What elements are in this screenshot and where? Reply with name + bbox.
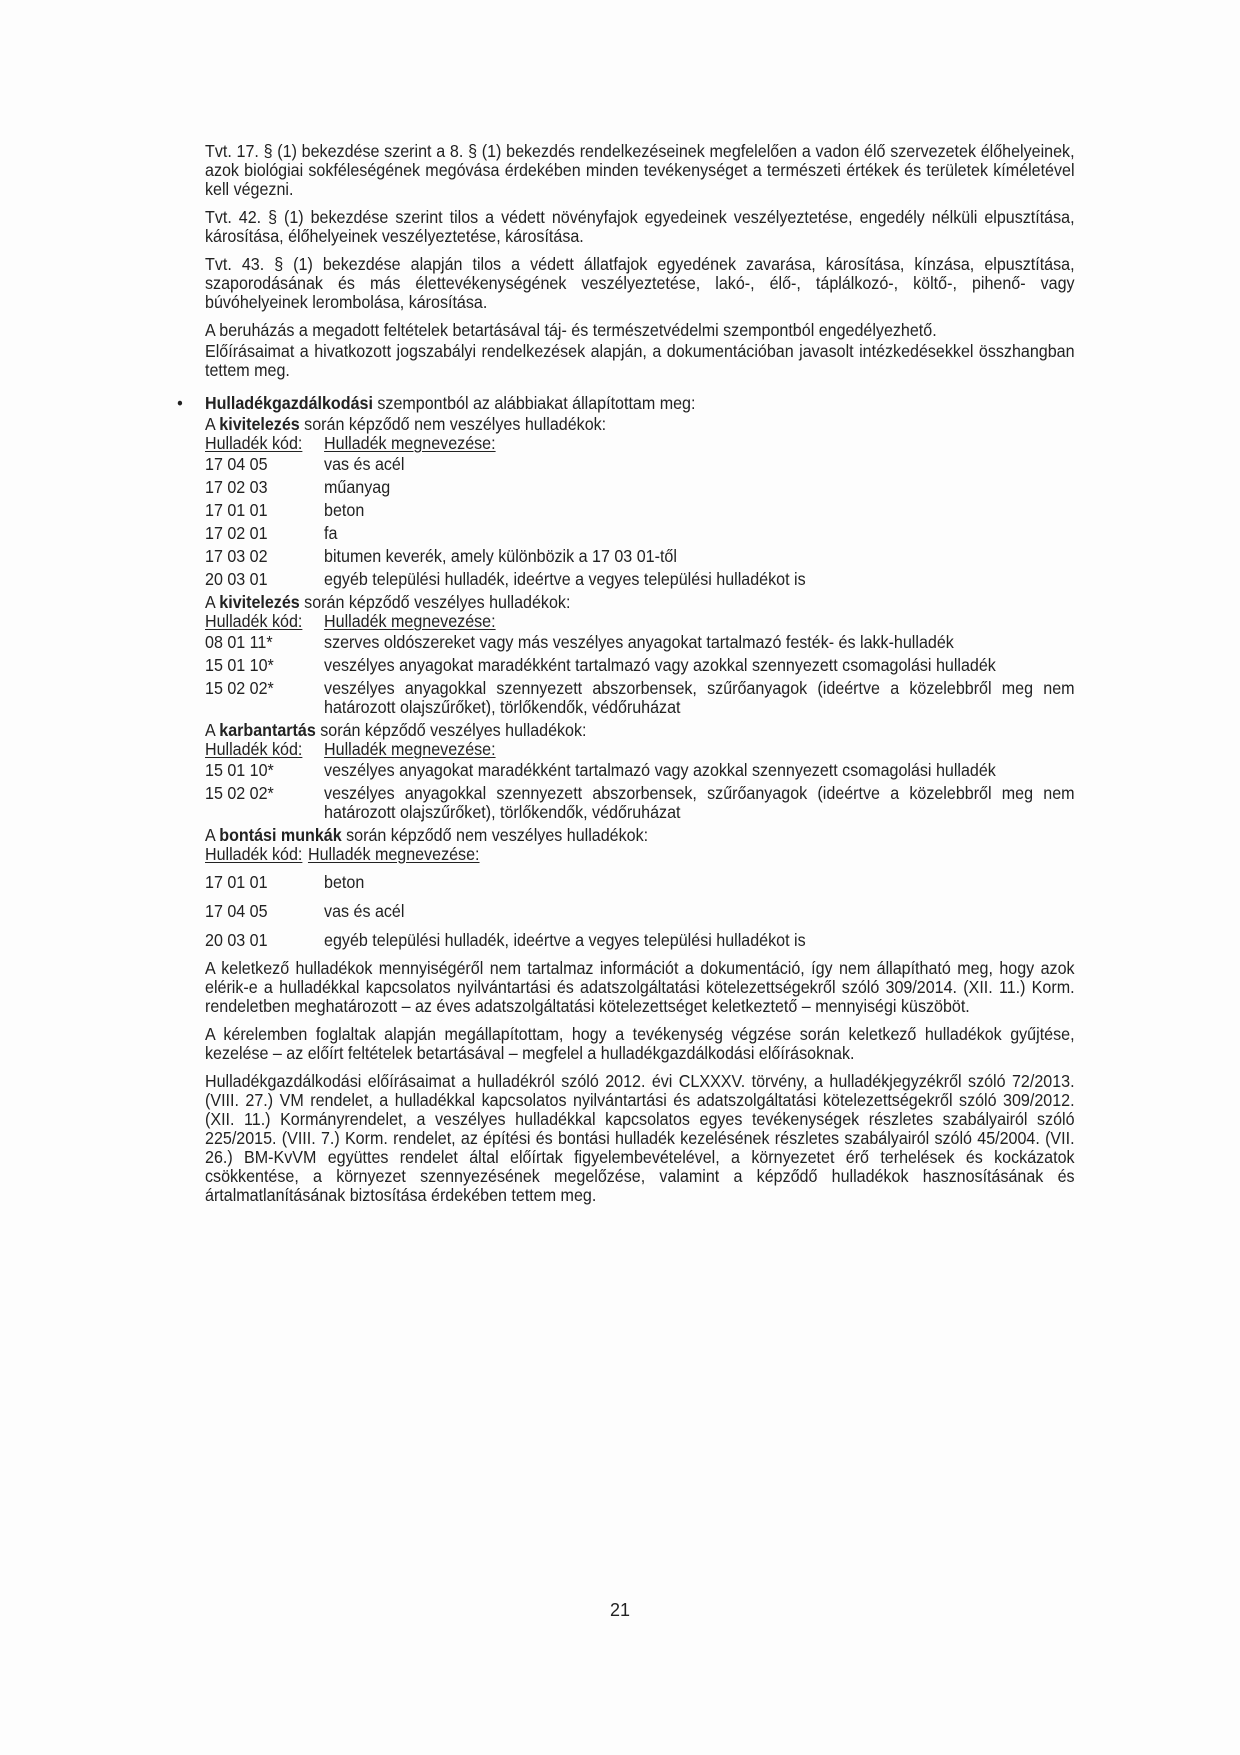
waste-name: bitumen keverék, amely különbözik a 17 03 01-től [324, 546, 677, 566]
table-row [205, 868, 1075, 897]
table-header [205, 612, 1075, 631]
table-row [205, 568, 1075, 591]
waste-table [205, 631, 1075, 719]
waste-name: fa [324, 523, 338, 543]
waste-code: 17 04 05 [205, 901, 268, 921]
section-prefix: A [205, 720, 220, 740]
paragraph-eloirasaimat: Előírásaimat a hivatkozott jogszabályi rendelkezések alapján, a dokumentációban javasolt intézkedésekkel összhangban tettem meg. [205, 341, 1075, 380]
section-prefix: A [205, 825, 220, 845]
waste-name: szerves oldószereket vagy más veszélyes anyagokat tartalmazó festék- és lakk-hulladék [324, 632, 954, 652]
waste-name: veszélyes anyagokkal szennyezett abszorbensek, szűrőanyagok (ideértve a közelebbről meg nem határozott olajszűrőket), törlőkendők, védőruházat [324, 783, 1075, 822]
table-row [205, 499, 1075, 522]
header-name: Hulladék megnevezése: [324, 611, 496, 631]
section-bold: karbantartás [219, 720, 316, 740]
section-prefix: A [205, 592, 220, 612]
waste-code: 17 04 05 [205, 454, 268, 474]
waste-code: 17 03 02 [205, 546, 268, 566]
heading-bold: Hulladékgazdálkodási [205, 393, 373, 413]
paragraph-tvt-17: Tvt. 17. § (1) bekezdése szerint a 8. § (1) bekezdés rendelkezéseinek megfelelően a vadon élő szervezetek élőhelyeinek, azok biológiai sokféleségének megóvása érdekében minden tevékenységet a természeti értékek és területek kíméletével kell végezni. [205, 141, 1075, 199]
header-name: Hulladék megnevezése: [307, 844, 480, 864]
waste-name: műanyag [324, 477, 391, 497]
header-code: Hulladék kód: [205, 433, 303, 453]
waste-name: beton [324, 500, 365, 520]
table-row [205, 453, 1075, 476]
waste-code: 08 01 11* [205, 632, 273, 652]
waste-code: 15 01 10* [205, 760, 274, 780]
section-maintenance-hazardous [205, 721, 1075, 824]
table-row [205, 677, 1075, 719]
table-header [205, 845, 1075, 864]
waste-table [205, 453, 1075, 591]
header-name: Hulladék megnevezése: [324, 433, 496, 453]
section-suffix: során képződő nem veszélyes hulladékok: [341, 825, 649, 845]
header-code: Hulladék kód: [205, 739, 303, 759]
waste-code: 15 01 10* [205, 655, 274, 675]
paragraph-tvt-43: Tvt. 43. § (1) bekezdése alapján tilos a védett állatfajok egyedének zavarása, károsítása, kínzása, elpusztítása, szaporodásának és más élettevékenységének veszélyeztetése, lakó-, élő-, táplálkozó-, költő-, pihenő- vagy búvóhelyeinek lerombolása, károsítása. [205, 254, 1075, 312]
waste-code: 15 02 02* [205, 783, 274, 803]
table-header [205, 740, 1075, 759]
paragraph-compliance: A kérelemben foglaltak alapján megállapítottam, hogy a tevékenység végzése során keletkező hulladékok gyűjtése, kezelése – az előírt feltételek betartásával – megfelel a hulladékgazdálkodási előírásoknak. [205, 1024, 1075, 1063]
header-code: Hulladék kód: [205, 611, 303, 631]
section-construction-nonhazardous [205, 415, 1075, 591]
waste-name: veszélyes anyagokat maradékként tartalmazó vagy azokkal szennyezett csomagolási hulladék [324, 760, 996, 780]
table-row [205, 897, 1075, 926]
waste-name: beton [324, 872, 365, 892]
waste-code: 17 01 01 [205, 872, 268, 892]
section-suffix: során képződő veszélyes hulladékok: [315, 720, 587, 740]
waste-name: egyéb települési hulladék, ideértve a vegyes települési hulladékot is [324, 930, 806, 950]
waste-name: veszélyes anyagokat maradékként tartalmazó vagy azokkal szennyezett csomagolási hulladék [324, 655, 996, 675]
table-row [205, 782, 1075, 824]
table-row [205, 476, 1075, 499]
waste-code: 15 02 02* [205, 678, 274, 698]
waste-code: 17 02 01 [205, 523, 268, 543]
waste-table [205, 759, 1075, 824]
table-row [205, 631, 1075, 654]
section-demolition-nonhazardous [205, 826, 1075, 955]
section-bold: bontási munkák [219, 825, 342, 845]
waste-code: 20 03 01 [205, 569, 268, 589]
header-code: Hulladék kód: [205, 844, 303, 864]
table-row [205, 759, 1075, 782]
header-name: Hulladék megnevezése: [324, 739, 496, 759]
waste-name: vas és acél [324, 454, 405, 474]
table-row [205, 654, 1075, 677]
paragraph-quantity-info: A keletkező hulladékok mennyiségéről nem tartalmaz információt a dokumentáció, így nem állapítható meg, hogy azok elérik-e a hulladékkal kapcsolatos nyilvántartási és adatszolgáltatási kötelezettségekről szóló 309/2014. (XII. 11.) Korm. rendeletben meghatározott – az éves adatszolgáltatási kötelezettséget keletkeztető – mennyiségi küszöböt. [205, 958, 1075, 1016]
section-bold: kivitelezés [219, 414, 300, 434]
table-row [205, 926, 1075, 955]
heading-rest: szempontból az alábbiakat állapítottam meg: [372, 393, 696, 413]
section-suffix: során képződő nem veszélyes hulladékok: [299, 414, 607, 434]
table-header [205, 434, 1075, 453]
waste-code: 17 01 01 [205, 500, 268, 520]
table-row [205, 545, 1075, 568]
section-bold: kivitelezés [219, 592, 300, 612]
waste-table [205, 868, 1075, 955]
bullet-icon: • [177, 393, 183, 413]
paragraph-beruhazas: A beruházás a megadott feltételek betartásával táj- és természetvédelmi szempontból engedélyezhető. [205, 320, 937, 340]
waste-name: egyéb települési hulladék, ideértve a vegyes települési hulladékot is [324, 569, 806, 589]
waste-management-heading [177, 393, 1075, 413]
section-suffix: során képződő veszélyes hulladékok: [299, 592, 571, 612]
section-construction-hazardous [205, 593, 1075, 719]
section-prefix: A [205, 414, 220, 434]
waste-code: 17 02 03 [205, 477, 268, 497]
paragraph-legal-basis: Hulladékgazdálkodási előírásaimat a hulladékról szóló 2012. évi CLXXXV. törvény, a hulladékjegyzékről szóló 72/2013. (VIII. 27.) VM rendelet, a hulladékkal kapcsolatos nyilvántartási és adatszolgáltatási kötelezettségekről szóló 309/2012. (XII. 11.) Kormányrendelet, a veszélyes hulladékkal kapcsolatos egyes tevékenységek részletes szabályairól szóló 225/2015. (VIII. 7.) Korm. rendelet, az építési és bontási hulladék kezelésének részletes szabályairól szóló 45/2004. (VII. 26.) BM-KvVM együttes rendelet által előírtak figyelembevételével, a környezetet érő terhelések és kockázatok csökkentése, a környezet szennyezésének megelőzése, valamint a képződő hulladékok hasznosításának és ártalmatlanításának biztosítása érdekében tettem meg. [205, 1071, 1075, 1205]
waste-name: veszélyes anyagokkal szennyezett abszorbensek, szűrőanyagok (ideértve a közelebbről meg nem határozott olajszűrőket), törlőkendők, védőruházat [324, 678, 1075, 717]
table-row [205, 522, 1075, 545]
page-number: 21 [609, 1600, 631, 1620]
page-content [177, 141, 1075, 1214]
waste-code: 20 03 01 [205, 930, 268, 950]
waste-name: vas és acél [324, 901, 405, 921]
paragraph-tvt-42: Tvt. 42. § (1) bekezdése szerint tilos a védett növényfajok egyedeinek veszélyeztetése, engedély nélküli elpusztítása, károsítása, élőhelyeinek veszélyeztetése, károsítása. [205, 207, 1075, 246]
